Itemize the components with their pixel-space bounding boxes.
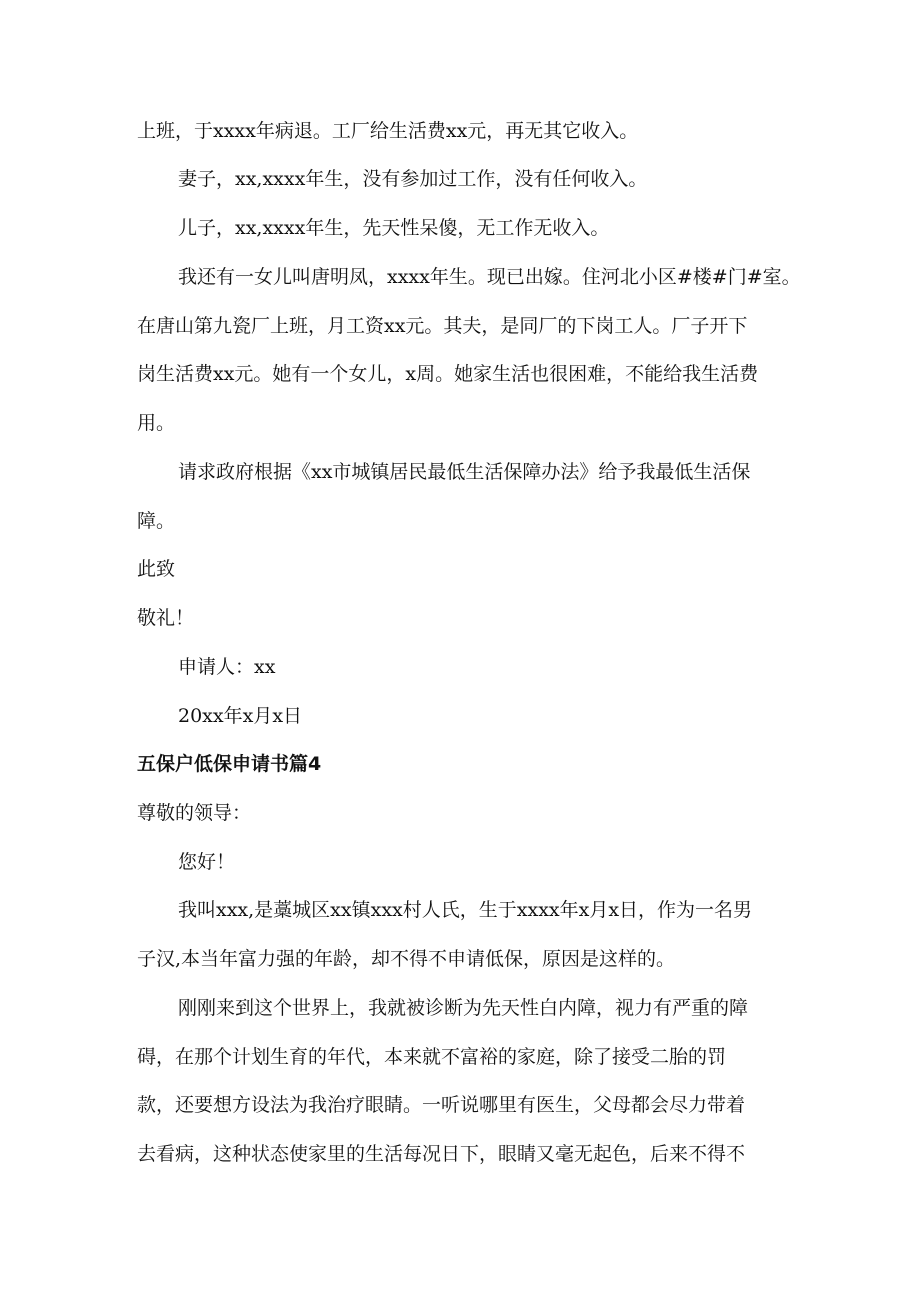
closing-line: 敬礼！ <box>137 607 195 629</box>
body-line: 刚刚来到这个世界上，我就被诊断为先天性白内障，视力有严重的障 <box>178 997 749 1019</box>
body-line: 碍，在那个计划生育的年代，本来就不富裕的家庭，除了接受二胎的罚 <box>137 1046 727 1068</box>
body-line: 用。 <box>137 412 176 434</box>
body-line: 儿子，xx,xxxx年生，先天性呆傻，无工作无收入。 <box>178 217 610 239</box>
salutation-line: 尊敬的领导： <box>137 802 252 824</box>
signature-line: 申请人：xx <box>178 656 276 678</box>
closing-line: 此致 <box>137 558 176 580</box>
body-line: 妻子，xx,xxxx年生，没有参加过工作，没有任何收入。 <box>178 168 648 190</box>
body-line: 我还有一女儿叫唐明凤，xxxx年生。现已出嫁。住河北小区#楼#门#室。 <box>178 266 801 288</box>
body-line: 上班，于xxxx年病退。工厂给生活费xx元，再无其它收入。 <box>137 120 639 142</box>
body-line: 去看病，这种状态使家里的生活每况日下，眼睛又毫无起色，后来不得不 <box>137 1143 746 1165</box>
greeting-line: 您好！ <box>178 851 236 873</box>
body-line: 在唐山第九瓷厂上班，月工资xx元。其夫，是同厂的下岗工人。厂子开下 <box>137 315 748 337</box>
body-line: 请求政府根据《xx市城镇居民最低生活保障办法》给予我最低生活保 <box>178 461 751 483</box>
body-line: 岗生活费xx元。她有一个女儿，x周。她家生活也很困难，不能给我生活费 <box>137 363 759 385</box>
date-line: 20xx年x月x日 <box>178 705 303 727</box>
body-line: 我叫xxx,是藁城区xx镇xxx村人氏，生于xxxx年x月x日，作为一名男 <box>178 899 753 921</box>
body-line: 子汉,本当年富力强的年龄，却不得不申请低保，原因是这样的。 <box>137 948 676 970</box>
body-line: 障。 <box>137 510 176 532</box>
body-line: 款，还要想方设法为我治疗眼睛。一听说哪里有医生，父母都会尽力带着 <box>137 1094 746 1116</box>
section-heading: 五保户低保申请书篇4 <box>137 753 322 775</box>
